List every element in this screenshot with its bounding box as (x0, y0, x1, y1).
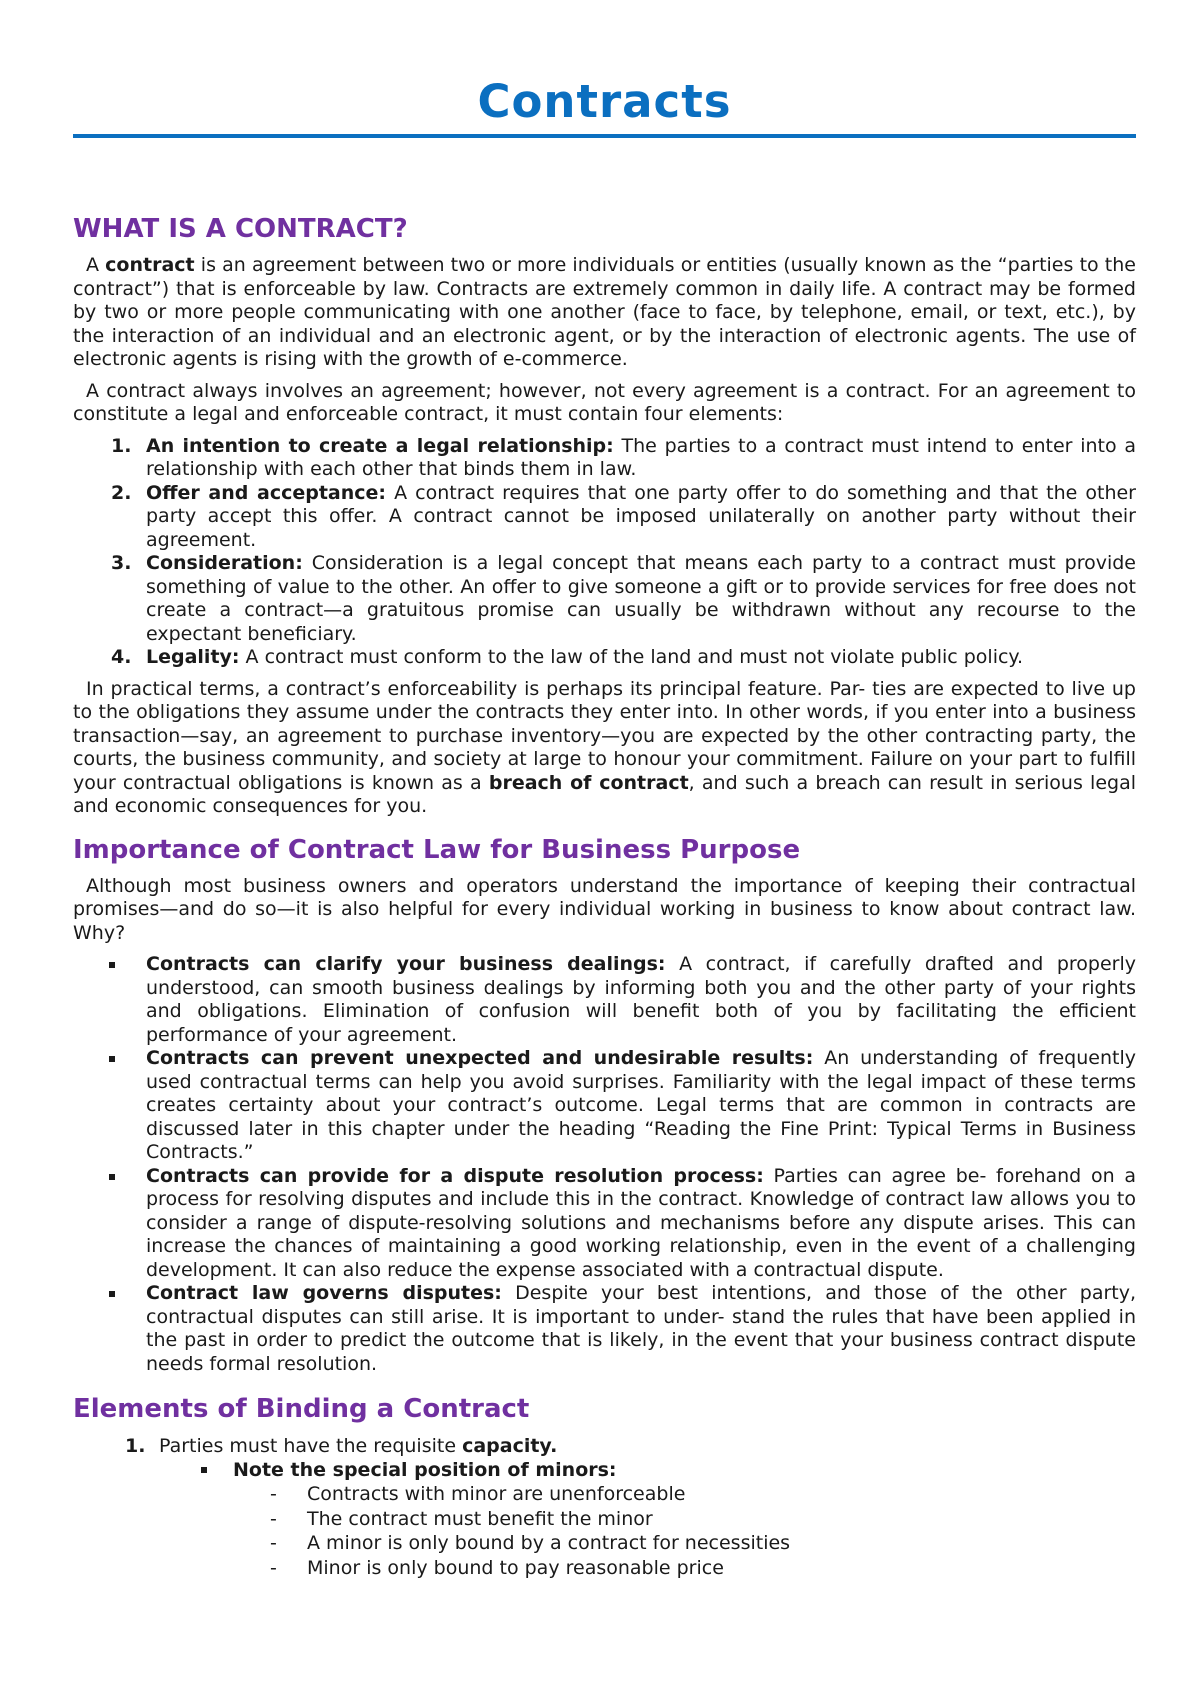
list-item (73, 435, 1136, 482)
bullet-item-text: Parties can agree be- forehand on a process for resolving disputes and include this in the contract. Knowledge of contract law allows you to consider a range of dispute-resolving solutions and mechanisms before any dispute arises. This can increase the chances of maintaining a good working relationship, even in the event of a challenging development. It can also reduce the expense associated with a contractual dispute. (146, 1164, 1136, 1281)
bold-term-breach-of-contract: breach of contract (488, 771, 689, 794)
dash-item-text: Contracts with minor are unenforceable (307, 1483, 686, 1505)
section-heading-importance: Importance of Contract Law for Business Purpose (73, 834, 801, 865)
minors-list (159, 1458, 1136, 1580)
list-item (73, 552, 1136, 646)
list-item (73, 1434, 1136, 1580)
paragraph-four-elements-intro: A contract always involves an agreement; however, not every agreement is a contract. For an agreement to constitute a legal and enforceable contract, it must contain four elements: (73, 379, 1136, 425)
minors-rules-list (233, 1482, 1136, 1580)
list-item-lead: Legality: (146, 646, 240, 668)
paragraph-enforceability (73, 678, 1136, 819)
title-rule (73, 134, 1136, 138)
paragraph-importance-intro: Although most business owners and operators understand the importance of keeping their contractual promises—and do so—it is also helpful for every individual working in business to know about contract law. Why? (73, 874, 1136, 944)
list-number: 2. (111, 481, 132, 504)
bullet-item (73, 1282, 1136, 1376)
list-number: 4. (111, 646, 132, 668)
list-item-text: A contract must conform to the law of the land and must not violate public policy. (239, 646, 1024, 668)
square-bullet-icon (109, 962, 115, 968)
dash-marker: - (270, 1532, 277, 1554)
square-bullet-icon (109, 1174, 115, 1180)
dash-item (73, 1482, 1136, 1507)
text-run: A (86, 254, 106, 276)
section-heading-what-is-a-contract: WHAT IS A CONTRACT? (73, 214, 408, 244)
section-heading-elements: Elements of Binding a Contract (73, 1394, 530, 1424)
list-item-text: The parties to a contract must intend to enter into a relationship with each other that binds them in law. (146, 434, 1136, 480)
list-item (73, 646, 1136, 670)
bullet-item (73, 1458, 1136, 1580)
dash-item-text: A minor is only bound by a contract for necessities (307, 1532, 791, 1554)
bullet-item (73, 1165, 1136, 1283)
list-item-lead: Offer and acceptance: (146, 481, 387, 504)
list-number: 1. (111, 434, 132, 457)
dash-item-text: The contract must benefit the minor (307, 1507, 653, 1530)
text-run: In practical terms, a contract’s enforceability is perhaps its principal feature. Par- ties are expected to live up to the obligations they assume under the contracts they enter into. In other words, if you enter into a business transaction—say, an agreement to purchase inventory—you are expected by the other contracting party, the courts, the business community, and society at large to honour your commitment. Failure on your part to fulfill your contractual obligations is known as a (73, 677, 1136, 794)
elements-list (73, 1434, 1136, 1580)
bold-term-capacity: capacity. (462, 1435, 558, 1457)
dash-marker: - (270, 1483, 277, 1505)
list-item-text: A contract requires that one party offer to do something and that the other party accept this offer. A contract cannot be imposed unilaterally on another party without their agreement. (146, 481, 1136, 551)
square-bullet-icon (109, 1291, 115, 1297)
square-bullet-icon (109, 1056, 115, 1062)
list-number: 1. (125, 1435, 146, 1457)
bullet-item (73, 953, 1136, 1047)
list-item-lead: Consideration: (146, 552, 303, 574)
document-content (73, 0, 1136, 1580)
text-run: , and such a breach can result in serious legal and economic consequences for you. (73, 771, 1137, 817)
bullet-item-lead: Contracts can provide for a dispute resolution process: (146, 1164, 764, 1187)
bullet-item-text: An understanding of frequently used contractual terms can help you avoid surprises. Familiarity with the legal impact of these terms creates certainty about your contract’s outcome. Legal terms that are common in contracts are discussed later in this chapter under the heading “Reading the Fine Print: Typical Terms in Business Contracts.” (146, 1047, 1136, 1163)
dash-marker: - (270, 1556, 277, 1579)
paragraph-contract-definition (73, 254, 1136, 372)
dash-item (73, 1531, 1136, 1556)
list-item-lead: An intention to create a legal relationship: (146, 434, 614, 457)
bullet-item-lead: Contracts can clarify your business dealings: (146, 953, 666, 975)
four-elements-list (73, 435, 1136, 670)
dash-item (73, 1556, 1136, 1581)
text-run: is an agreement between two or more individuals or entities (usually known as the “parties to the contract”) that is enforceable by law. Contracts are extremely common in daily life. A contract may be formed by two or more people communicating with one another (face to face, by telephone, email, or text, etc.), by the interaction of an individual and an electronic agent, or by the interaction of electronic agents. The use of electronic agents is rising with the growth of e-commerce. (73, 254, 1136, 370)
dash-item (73, 1507, 1136, 1532)
bullet-item-text: A contract, if carefully drafted and properly understood, can smooth business dealings by informing both you and the other party of your rights and obligations. Elimination of confusion will benefit both of you by facilitating the efficient performance of your agreement. (146, 953, 1136, 1046)
importance-bullet-list (73, 953, 1136, 1376)
page-title: Contracts (477, 75, 732, 128)
dash-marker: - (270, 1507, 277, 1530)
bullet-item-text: Despite your best intentions, and those of the other party, contractual disputes can still arise. It is important to under- stand the rules that have been applied in the past in order to predict the outcome that is likely, in the event that your business contract dispute needs formal resolution. (146, 1282, 1137, 1375)
bullet-item-lead: Contract law governs disputes: (146, 1282, 502, 1304)
bullet-item-lead: Note the special position of minors: (233, 1459, 617, 1481)
list-item-text: Consideration is a legal concept that means each party to a contract must provide something of value to the other. An offer to give someone a gift or to provide services for free does not create a contract—a gratuitous promise can usually be withdrawn without any recourse to the expectant beneficiary. (146, 552, 1136, 645)
bold-term-contract: contract (105, 254, 195, 276)
dash-item-text: Minor is only bound to pay reasonable price (307, 1556, 724, 1579)
square-bullet-icon (201, 1467, 207, 1473)
list-item (73, 482, 1136, 553)
bullet-item-lead: Contracts can prevent unexpected and undesirable results: (146, 1047, 814, 1069)
bullet-item (73, 1047, 1136, 1165)
list-item-text: Parties must have the requisite (159, 1435, 463, 1457)
list-number: 3. (111, 552, 132, 574)
